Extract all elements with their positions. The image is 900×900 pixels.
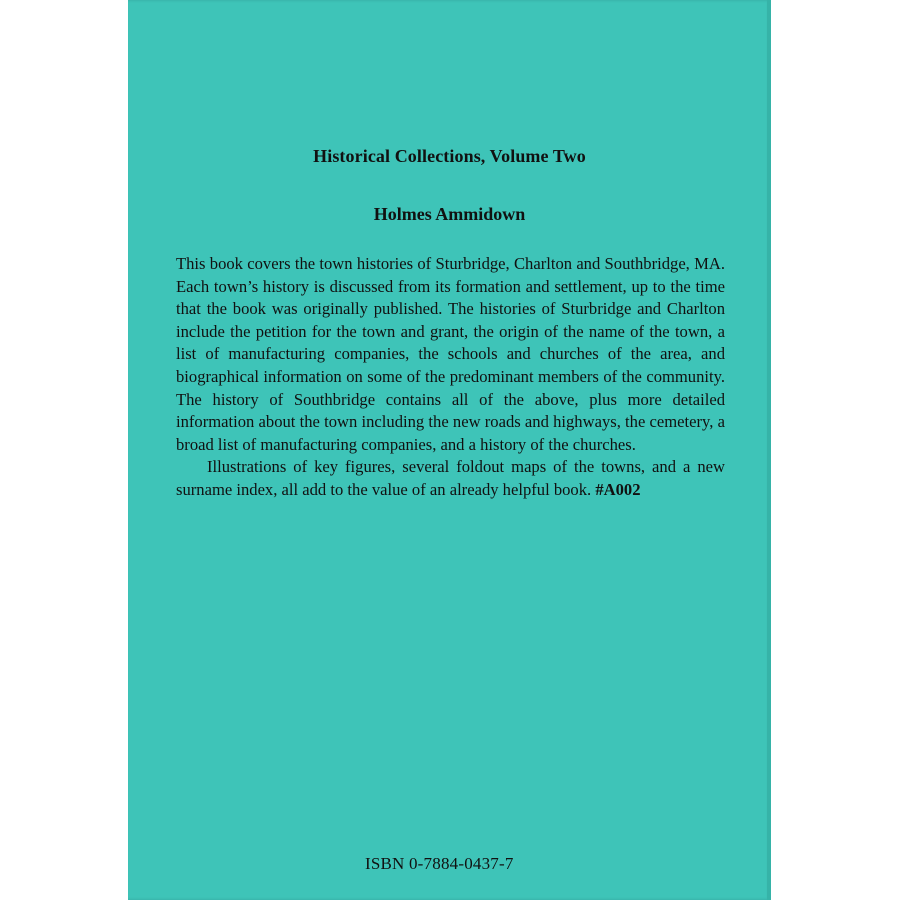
book-description	[176, 253, 725, 502]
isbn-number: ISBN 0-7884-0437-7	[365, 854, 514, 873]
cover-edge-shadow	[767, 0, 771, 900]
book-back-cover	[128, 0, 771, 900]
description-paragraph-2	[176, 456, 725, 501]
description-paragraph-2-text: Illustrations of key figures, several foldout maps of the towns, and a new surname index, all add to the value of an already helpful book.	[176, 457, 725, 499]
book-author: Holmes Ammidown	[373, 204, 526, 224]
catalog-number: #A002	[595, 479, 641, 499]
description-paragraph-1: This book covers the town histories of Sturbridge, Charlton and Southbridge, MA. Each town’s history is discussed from its formation and settlement, up to the time that the book was originally published. The histories of Sturbridge and Charlton include the petition for the town and grant, the origin of the name of the town, a list of manufacturing companies, the schools and churches of the area, and biographical information on some of the predominant members of the community. The history of Southbridge contains all of the above, plus more detailed information about the town including the new roads and highways, the cemetery, a broad list of manufacturing companies, and a history of the churches.	[176, 254, 725, 454]
book-title: Historical Collections, Volume Two	[313, 146, 586, 166]
